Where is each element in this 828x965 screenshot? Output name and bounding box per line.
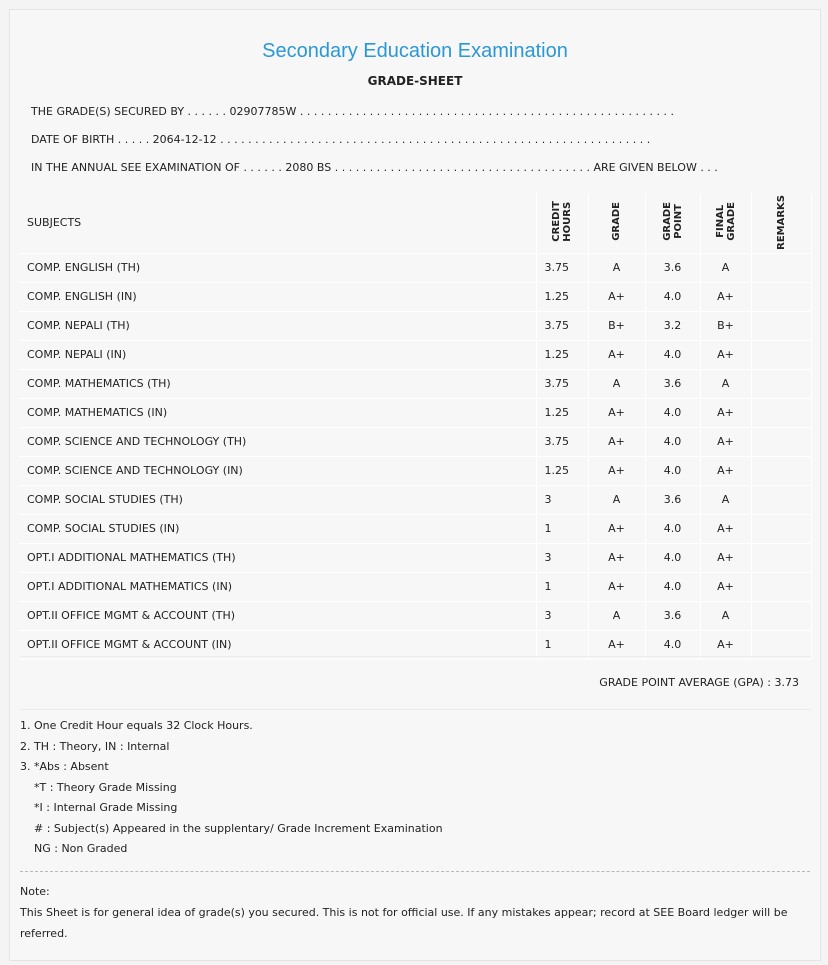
subject-cell: OPT.II OFFICE MGMT & ACCOUNT (TH): [19, 601, 536, 630]
credit-hours-cell: 1.25: [536, 340, 588, 369]
table-row: [19, 485, 811, 514]
remarks-cell: [751, 601, 811, 630]
header-grade: GRADE: [588, 193, 645, 253]
grade-point-cell: 4.0: [645, 398, 700, 427]
grade-point-cell: 4.0: [645, 514, 700, 543]
table-row: [19, 543, 811, 572]
exam-line: IN THE ANNUAL SEE EXAMINATION OF . . . . . . 2080 BS . . . . . . . . . . . . . . . . . . . . . . . . . . . . . . . . . . . . . ARE GIVEN BELOW . . .: [31, 161, 718, 174]
subject-cell: COMP. ENGLISH (TH): [19, 253, 536, 282]
grade-point-cell: 4.0: [645, 572, 700, 601]
table-row: [19, 398, 811, 427]
grade-cell: A+: [588, 630, 645, 659]
page-subtitle: GRADE-SHEET: [367, 74, 463, 88]
table-row: [19, 456, 811, 485]
note-item: 2. TH : Theory, IN : Internal: [20, 739, 170, 753]
grade-point-cell: 4.0: [645, 340, 700, 369]
credit-hours-cell: 1: [536, 630, 588, 659]
note-item: *T : Theory Grade Missing: [34, 780, 177, 794]
grade-sheet: [9, 9, 821, 961]
remarks-cell: [751, 572, 811, 601]
remarks-cell: [751, 456, 811, 485]
grade-point-cell: 3.6: [645, 369, 700, 398]
remarks-cell: [751, 514, 811, 543]
table-row: [19, 427, 811, 456]
grade-cell: A+: [588, 427, 645, 456]
final-grade-cell: A+: [700, 398, 751, 427]
grade-cell: A+: [588, 456, 645, 485]
remarks-cell: [751, 369, 811, 398]
grade-cell: A: [588, 485, 645, 514]
header-grade-point: GRADE POINT: [645, 193, 700, 253]
subject-cell: COMP. SOCIAL STUDIES (IN): [19, 514, 536, 543]
remarks-cell: [751, 427, 811, 456]
subject-cell: COMP. MATHEMATICS (TH): [19, 369, 536, 398]
note-item: # : Subject(s) Appeared in the supplentary/ Grade Increment Examination: [34, 821, 443, 835]
divider: [20, 871, 810, 872]
final-grade-cell: A+: [700, 427, 751, 456]
subject-cell: OPT.I ADDITIONAL MATHEMATICS (IN): [19, 572, 536, 601]
grade-point-cell: 4.0: [645, 456, 700, 485]
grade-cell: A+: [588, 282, 645, 311]
gpa-value: GRADE POINT AVERAGE (GPA) : 3.73: [599, 676, 799, 689]
subject-cell: COMP. MATHEMATICS (IN): [19, 398, 536, 427]
table-row: [19, 340, 811, 369]
grade-point-cell: 4.0: [645, 543, 700, 572]
table-row: [19, 253, 811, 282]
grade-cell: A: [588, 369, 645, 398]
grades-table: [19, 193, 812, 660]
credit-hours-cell: 1.25: [536, 456, 588, 485]
table-row: [19, 311, 811, 340]
final-grade-cell: A+: [700, 340, 751, 369]
disclaimer-text: This Sheet is for general idea of grade(s) you secured. This is not for official use. If any mistakes appear; record at SEE Board ledger will be referred.: [20, 906, 788, 940]
grade-point-cell: 4.0: [645, 630, 700, 659]
remarks-cell: [751, 485, 811, 514]
header-remarks: REMARKS: [751, 193, 811, 253]
note-item: NG : Non Graded: [34, 842, 128, 855]
subject-cell: COMP. ENGLISH (IN): [19, 282, 536, 311]
grade-point-cell: 4.0: [645, 427, 700, 456]
grade-cell: B+: [588, 311, 645, 340]
header-subjects: SUBJECTS: [19, 193, 536, 253]
page-title: Secondary Education Examination: [262, 40, 568, 62]
final-grade-cell: A: [700, 601, 751, 630]
final-grade-cell: A+: [700, 456, 751, 485]
grade-cell: A+: [588, 572, 645, 601]
remarks-cell: [751, 340, 811, 369]
subject-cell: COMP. SOCIAL STUDIES (TH): [19, 485, 536, 514]
final-grade-cell: A+: [700, 514, 751, 543]
credit-hours-cell: 3.75: [536, 427, 588, 456]
dob-line: DATE OF BIRTH . . . . . 2064-12-12 . . . . . . . . . . . . . . . . . . . . . . . . . . . . . . . . . . . . . . . . . . . . . . . . . . . . . . . . . . . . . .: [31, 133, 651, 146]
grade-cell: A+: [588, 398, 645, 427]
table-row: [19, 369, 811, 398]
table-header-row: [19, 193, 811, 253]
credit-hours-cell: 3: [536, 485, 588, 514]
table-row: [19, 514, 811, 543]
table-row: [19, 572, 811, 601]
table-row: [19, 601, 811, 630]
subject-cell: OPT.II OFFICE MGMT & ACCOUNT (IN): [19, 630, 536, 659]
note-item: *I : Internal Grade Missing: [34, 801, 178, 814]
final-grade-cell: A+: [700, 282, 751, 311]
credit-hours-cell: 3.75: [536, 369, 588, 398]
final-grade-cell: A+: [700, 630, 751, 659]
table-row: [19, 282, 811, 311]
grade-cell: A+: [588, 340, 645, 369]
subject-cell: COMP. SCIENCE AND TECHNOLOGY (TH): [19, 427, 536, 456]
credit-hours-cell: 3: [536, 601, 588, 630]
remarks-cell: [751, 311, 811, 340]
credit-hours-cell: 3: [536, 543, 588, 572]
grade-cell: A+: [588, 543, 645, 572]
notes-list: [20, 716, 443, 860]
subject-cell: COMP. SCIENCE AND TECHNOLOGY (IN): [19, 456, 536, 485]
header-final-grade: FINAL GRADE: [700, 193, 751, 253]
grade-cell: A: [588, 601, 645, 630]
disclaimer-label: Note:: [20, 885, 50, 898]
remarks-cell: [751, 398, 811, 427]
credit-hours-cell: 3.75: [536, 311, 588, 340]
note-item: 3. *Abs : Absent: [20, 760, 109, 773]
credit-hours-cell: 1: [536, 514, 588, 543]
final-grade-cell: A+: [700, 543, 751, 572]
grade-point-cell: 3.6: [645, 253, 700, 282]
credit-hours-cell: 1.25: [536, 398, 588, 427]
gpa-row: [19, 656, 811, 710]
credit-hours-cell: 1: [536, 572, 588, 601]
remarks-cell: [751, 543, 811, 572]
final-grade-cell: A: [700, 369, 751, 398]
final-grade-cell: A+: [700, 572, 751, 601]
grade-point-cell: 3.6: [645, 601, 700, 630]
subject-cell: COMP. NEPALI (TH): [19, 311, 536, 340]
grade-point-cell: 4.0: [645, 282, 700, 311]
grade-point-cell: 3.2: [645, 311, 700, 340]
grade-cell: A+: [588, 514, 645, 543]
remarks-cell: [751, 282, 811, 311]
grade-point-cell: 3.6: [645, 485, 700, 514]
final-grade-cell: A: [700, 253, 751, 282]
credit-hours-cell: 3.75: [536, 253, 588, 282]
final-grade-cell: A: [700, 485, 751, 514]
secured-by-line: THE GRADE(S) SECURED BY . . . . . . 02907785W . . . . . . . . . . . . . . . . . . . . . . . . . . . . . . . . . . . . . . . . . . . . . . . . . . . . . .: [31, 105, 675, 118]
remarks-cell: [751, 253, 811, 282]
note-item: 1. One Credit Hour equals 32 Clock Hours.: [20, 719, 253, 732]
header-credit-hours: CREDIT HOURS: [536, 193, 588, 253]
subject-cell: COMP. NEPALI (IN): [19, 340, 536, 369]
subject-cell: OPT.I ADDITIONAL MATHEMATICS (TH): [19, 543, 536, 572]
final-grade-cell: B+: [700, 311, 751, 340]
credit-hours-cell: 1.25: [536, 282, 588, 311]
grade-cell: A: [588, 253, 645, 282]
